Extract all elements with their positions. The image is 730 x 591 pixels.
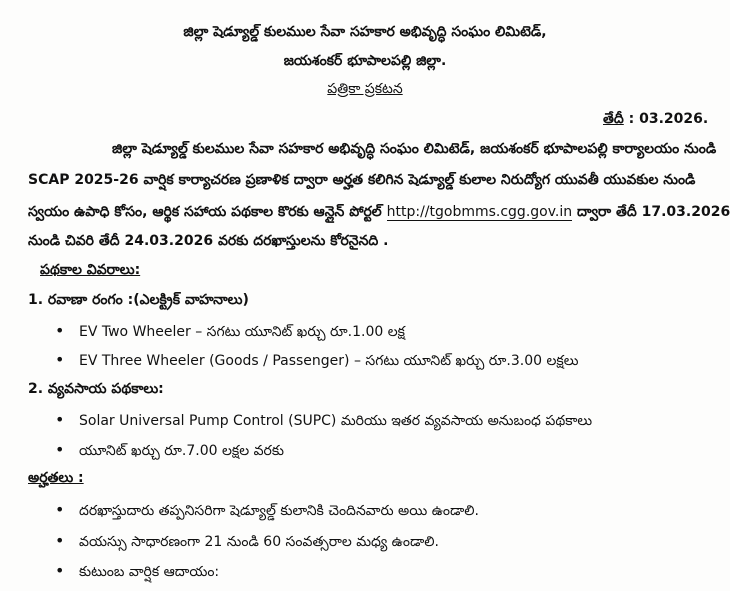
body-line-2: SCAP 2025-26 వార్షిక కార్యాచరణ ప్రణాళిక ద్వారా అర్హత కలిగిన షెడ్యూల్డ్ కులాల నిరుద్యోగ యువతీ యువకుల నుండి	[28, 172, 696, 188]
bullet-icon: •	[55, 410, 65, 429]
eligibility-heading: అర్హతలు :	[28, 470, 84, 486]
list-item: • EV Three Wheeler (Goods / Passenger) – సగటు యూనిట్ ఖర్చు రూ.3.00 లక్షలు	[55, 350, 579, 369]
list-item: • యూనిట్ ఖర్చు రూ.7.00 లక్షల వరకు	[55, 440, 284, 459]
bullet-icon: •	[55, 321, 65, 340]
schemes-heading: పథకాల వివరాలు:	[40, 262, 141, 278]
bullet-icon: •	[55, 561, 65, 580]
list-item: • Solar Universal Pump Control (SUPC) మరియు ఇతర వ్యవసాయ అనుబంధ పథకాలు	[55, 410, 593, 429]
body-line-1: జిల్లా షెడ్యూల్డ్ కులముల సేవా సహకార అభివృద్ధి సంఘం లిమిటెడ్, జయశంకర్ భూపాలపల్లి కార్యాలయం నుండి	[112, 141, 717, 157]
date-value: : 03.2026.	[628, 111, 709, 127]
bullet-icon: •	[55, 531, 65, 550]
org-name-heading: జిల్లా షెడ్యూల్డ్ కులముల సేవా సహకార అభివృద్ధి సంఘం లిమిటెడ్,	[183, 24, 547, 40]
district-heading: జయశంకర్ భూపాలపల్లి జిల్లా.	[283, 53, 447, 69]
bullet-icon: •	[55, 440, 65, 459]
list-item: • వయస్సు సాధారణంగా 21 నుండి 60 సంవత్సరాల మధ్య ఉండాలి.	[55, 531, 439, 550]
body-line-3: స్వయం ఉపాధి కోసం, ఆర్థిక సహాయ పథకాల కొరకు ఆన్లైన్ పోర్టల్ http://tgobmms.cgg.gov.in ద్వారా తేదీ 17.03.2026	[28, 204, 730, 220]
bullet-icon: •	[55, 500, 65, 519]
portal-link[interactable]: http://tgobmms.cgg.gov.in	[386, 204, 573, 220]
date-label: తేదీ	[603, 111, 624, 127]
list-item: • కుటుంబ వార్షిక ఆదాయం:	[55, 561, 220, 580]
press-release-heading: పత్రికా ప్రకటన	[327, 81, 403, 97]
list-item: • EV Two Wheeler – సగటు యూనిట్ ఖర్చు రూ.1.00 లక్ష	[55, 321, 405, 340]
section-2-title: 2. వ్యవసాయ పథకాలు:	[28, 381, 164, 397]
body-line-4: నుండి చివరి తేదీ 24.03.2026 వరకు దరఖాస్తులను కోరనైనది .	[28, 233, 389, 249]
date-line	[603, 111, 708, 130]
list-item: • దరఖాస్తుదారు తప్పనిసరిగా షెడ్యూల్డ్ కులానికి చెందినవారు అయి ఉండాలి.	[55, 500, 479, 519]
bullet-icon: •	[55, 350, 65, 369]
section-1-title: 1. రవాణా రంగం :(ఎలక్ట్రిక్ వాహనాలు)	[28, 292, 249, 308]
